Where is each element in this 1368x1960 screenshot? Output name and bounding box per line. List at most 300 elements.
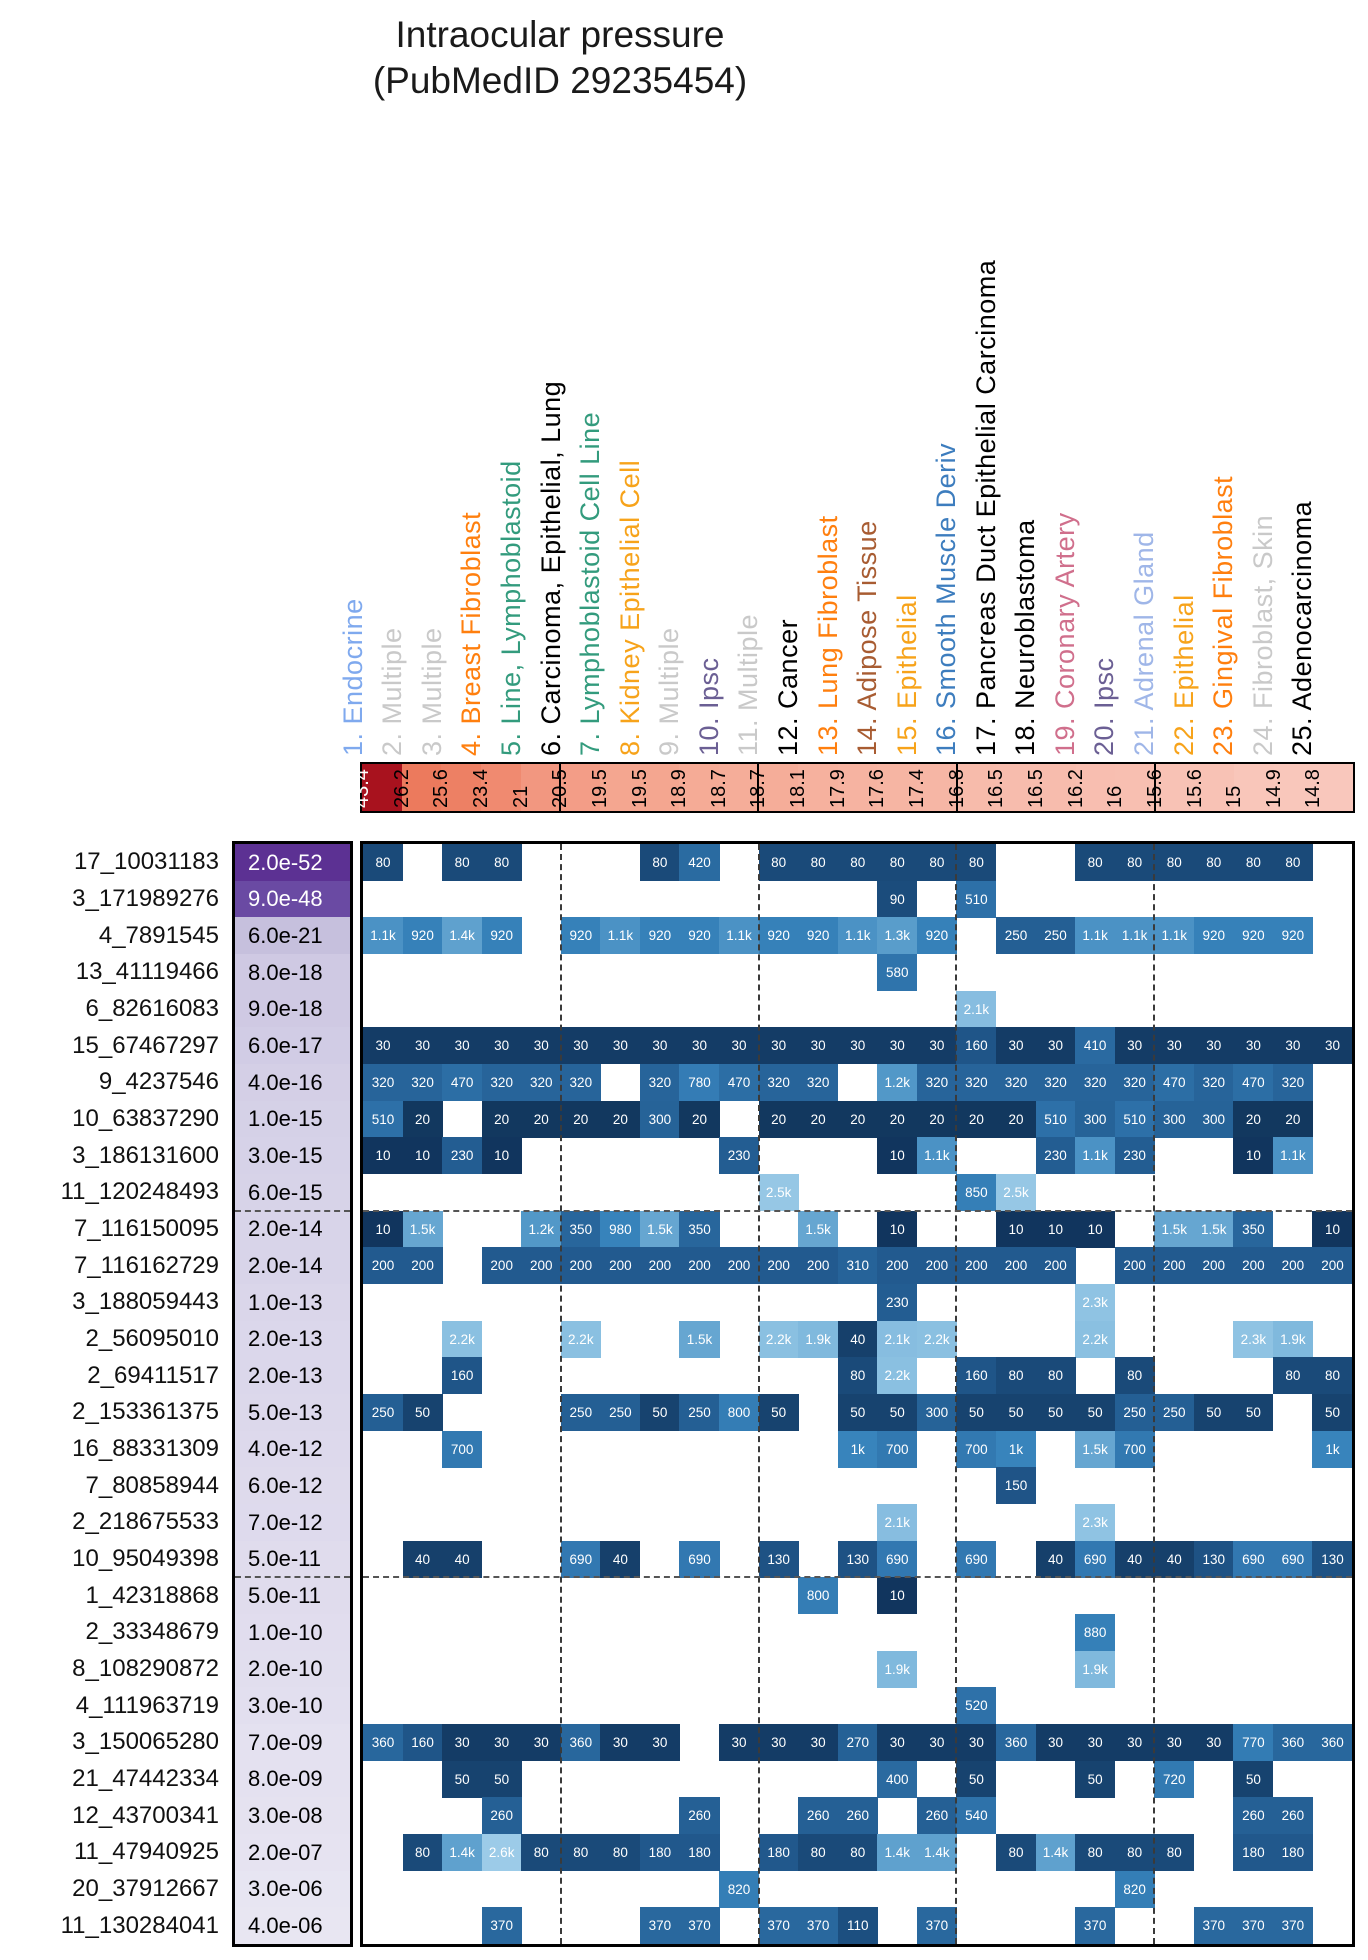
heatmap-cell bbox=[1233, 1211, 1273, 1248]
heatmap-cell-value: 30 bbox=[612, 1735, 628, 1751]
heatmap-cell bbox=[956, 1687, 996, 1724]
heatmap-cell bbox=[640, 1394, 680, 1431]
heatmap-cell-value: 10 bbox=[375, 1221, 391, 1237]
heatmap-cell-value: 920 bbox=[1202, 928, 1226, 944]
heatmap-cell bbox=[403, 917, 443, 954]
heatmap-cell-value: 350 bbox=[1242, 1221, 1265, 1237]
row-label: 7_80858944 bbox=[85, 1471, 219, 1499]
heatmap-cell bbox=[600, 1724, 640, 1761]
heatmap-cell-value: 130 bbox=[1321, 1551, 1344, 1567]
row-label: 15_67467297 bbox=[72, 1031, 219, 1059]
heatmap-cell bbox=[719, 1394, 759, 1431]
column-header-value: 15 bbox=[1223, 785, 1246, 808]
heatmap-cell bbox=[363, 1394, 403, 1431]
heatmap-cell-value: 50 bbox=[1008, 1405, 1024, 1421]
heatmap-cell-value: 1.5k bbox=[1201, 1221, 1227, 1237]
heatmap-cell-value: 1.5k bbox=[409, 1221, 436, 1237]
heatmap-cell-value: 130 bbox=[1202, 1551, 1226, 1567]
heatmap-cell-value: 30 bbox=[533, 1038, 549, 1054]
heatmap-cell-value: 370 bbox=[1242, 1918, 1265, 1934]
heatmap-cell-value: 30 bbox=[1245, 1038, 1261, 1054]
heatmap-cell bbox=[363, 1211, 403, 1248]
heatmap-cell-value: 200 bbox=[688, 1258, 711, 1274]
heatmap-cell bbox=[1233, 1247, 1273, 1284]
column-label: 5. Line, Lymphoblastoid bbox=[496, 460, 527, 756]
heatmap-cell-value: 30 bbox=[771, 1735, 787, 1751]
heatmap-cell bbox=[1036, 1357, 1076, 1394]
heatmap-cell bbox=[956, 1724, 996, 1761]
heatmap-cell bbox=[877, 1137, 917, 1174]
heatmap-cell bbox=[838, 844, 878, 881]
heatmap-cell bbox=[561, 1027, 601, 1064]
heatmap-cell-value: 30 bbox=[1008, 1038, 1024, 1054]
heatmap-cell-value: 200 bbox=[411, 1258, 434, 1274]
heatmap-cell bbox=[759, 1834, 799, 1871]
column-header-value: 19.5 bbox=[588, 769, 611, 808]
heatmap-cell-value: 920 bbox=[925, 928, 949, 944]
heatmap-cell bbox=[838, 1724, 878, 1761]
heatmap-cell-value: 30 bbox=[1166, 1735, 1182, 1751]
heatmap-cell bbox=[403, 1834, 443, 1871]
pvalue-cell: 1.0e-13 bbox=[235, 1284, 350, 1321]
heatmap-cell-value: 90 bbox=[889, 891, 905, 907]
heatmap-cell-value: 30 bbox=[454, 1038, 470, 1054]
heatmap-cell bbox=[1115, 1064, 1155, 1101]
column-header-value: 17.6 bbox=[866, 769, 889, 808]
pvalue-cell: 5.0e-11 bbox=[235, 1577, 350, 1614]
heatmap-cell-value: 1.4k bbox=[884, 1845, 911, 1861]
heatmap-cell bbox=[561, 1064, 601, 1101]
heatmap-cell bbox=[798, 1027, 838, 1064]
heatmap-cell-value: 200 bbox=[1123, 1258, 1146, 1274]
heatmap-cell-value: 40 bbox=[454, 1551, 470, 1567]
heatmap-cell-value: 250 bbox=[1123, 1405, 1146, 1421]
heatmap-cell bbox=[521, 1101, 561, 1138]
heatmap-cell bbox=[561, 1247, 601, 1284]
heatmap-cell bbox=[442, 917, 482, 954]
heatmap-cell bbox=[1273, 917, 1313, 954]
heatmap-cell bbox=[877, 1321, 917, 1358]
heatmap-cell bbox=[1036, 1064, 1076, 1101]
heatmap-cell bbox=[1115, 1357, 1155, 1394]
heatmap-cell-value: 20 bbox=[810, 1111, 826, 1127]
figure-title bbox=[0, 12, 1120, 104]
heatmap-cell-value: 510 bbox=[1123, 1111, 1146, 1127]
heatmap-cell bbox=[1154, 1541, 1194, 1578]
pvalue-section-separator-line bbox=[235, 1210, 350, 1212]
heatmap-cell bbox=[1194, 1211, 1234, 1248]
heatmap-cell bbox=[1154, 1394, 1194, 1431]
heatmap-cell bbox=[363, 1247, 403, 1284]
heatmap-cell bbox=[561, 1211, 601, 1248]
heatmap-cell-value: 30 bbox=[810, 1735, 826, 1751]
heatmap-cell bbox=[561, 1724, 601, 1761]
heatmap-cell-value: 50 bbox=[1087, 1771, 1103, 1787]
heatmap-cell bbox=[521, 1064, 561, 1101]
heatmap-cell-value: 1.4k bbox=[449, 1845, 475, 1861]
heatmap-cell bbox=[996, 1027, 1036, 1064]
heatmap-cell-value: 30 bbox=[1166, 1038, 1182, 1054]
pvalue-cell: 6.0e-21 bbox=[235, 917, 350, 954]
heatmap-cell-value: 40 bbox=[415, 1551, 431, 1567]
heatmap-cell-value: 1.5k bbox=[647, 1221, 673, 1237]
heatmap-cell-value: 80 bbox=[850, 1368, 866, 1384]
row-label: 21_47442334 bbox=[72, 1764, 219, 1792]
pvalue-column bbox=[232, 841, 353, 1947]
heatmap-cell-value: 2.2k bbox=[449, 1331, 475, 1347]
heatmap-cell bbox=[403, 1027, 443, 1064]
heatmap-cell-value: 30 bbox=[652, 1038, 668, 1054]
heatmap-cell-value: 80 bbox=[454, 855, 470, 871]
pvalue-cell: 1.0e-10 bbox=[235, 1614, 350, 1651]
heatmap-cell-value: 180 bbox=[1281, 1845, 1305, 1861]
heatmap-cell-value: 370 bbox=[1202, 1918, 1226, 1934]
heatmap-cell-value: 50 bbox=[1324, 1405, 1340, 1421]
row-label: 2_69411517 bbox=[87, 1361, 219, 1389]
row-label: 3_150065280 bbox=[72, 1728, 219, 1756]
heatmap-cell-value: 1k bbox=[850, 1441, 865, 1457]
heatmap-cell-value: 200 bbox=[886, 1258, 909, 1274]
figure-title-line1: Intraocular pressure bbox=[395, 14, 725, 55]
heatmap-cell-value: 200 bbox=[965, 1258, 988, 1274]
pvalue-cell: 2.0e-13 bbox=[235, 1357, 350, 1394]
heatmap-cell bbox=[877, 1211, 917, 1248]
heatmap-cell-value: 40 bbox=[1048, 1551, 1064, 1567]
heatmap-cell-value: 320 bbox=[1202, 1075, 1226, 1091]
heatmap-cell bbox=[917, 1137, 957, 1174]
heatmap-cell-value: 20 bbox=[850, 1111, 866, 1127]
heatmap-cell-value: 80 bbox=[573, 1845, 589, 1861]
pvalue-cell: 7.0e-12 bbox=[235, 1504, 350, 1541]
heatmap-cell-value: 200 bbox=[925, 1258, 949, 1274]
heatmap-cell-value: 320 bbox=[1281, 1075, 1305, 1091]
heatmap-cell bbox=[403, 1541, 443, 1578]
heatmap-cell-value: 250 bbox=[1004, 928, 1028, 944]
heatmap-cell bbox=[482, 1137, 522, 1174]
heatmap-cell bbox=[956, 1064, 996, 1101]
heatmap-cell-value: 230 bbox=[886, 1295, 909, 1311]
heatmap-cell bbox=[679, 1541, 719, 1578]
heatmap-cell-value: 50 bbox=[889, 1405, 905, 1421]
heatmap-cell bbox=[1233, 1027, 1273, 1064]
heatmap-cell bbox=[521, 1027, 561, 1064]
heatmap-cell bbox=[1312, 1431, 1352, 1468]
heatmap-cell-value: 10 bbox=[415, 1148, 431, 1164]
heatmap-cell bbox=[1233, 1541, 1273, 1578]
heatmap-cell-value: 40 bbox=[850, 1331, 866, 1347]
heatmap-cell-value: 700 bbox=[965, 1441, 988, 1457]
heatmap-cell bbox=[798, 1834, 838, 1871]
heatmap-cell bbox=[1075, 1761, 1115, 1798]
heatmap-cell-value: 80 bbox=[1324, 1368, 1340, 1384]
heatmap-cell-value: 200 bbox=[1202, 1258, 1226, 1274]
row-label: 13_41119466 bbox=[75, 958, 219, 986]
heatmap-cell-value: 30 bbox=[573, 1038, 589, 1054]
column-header-value: 18.1 bbox=[787, 769, 810, 808]
heatmap-cell bbox=[1036, 1834, 1076, 1871]
heatmap-cell bbox=[1154, 1101, 1194, 1138]
pvalue-cell: 3.0e-10 bbox=[235, 1687, 350, 1724]
heatmap-cell bbox=[482, 1064, 522, 1101]
heatmap-cell bbox=[996, 1467, 1036, 1504]
heatmap-cell bbox=[1233, 1321, 1273, 1358]
heatmap-cell-value: 370 bbox=[1083, 1918, 1107, 1934]
pvalue-cell: 9.0e-48 bbox=[235, 881, 350, 918]
heatmap-cell bbox=[561, 1321, 601, 1358]
heatmap-cell bbox=[1194, 917, 1234, 954]
row-label: 2_218675533 bbox=[72, 1508, 219, 1536]
heatmap-cell bbox=[1075, 1137, 1115, 1174]
heatmap-cell bbox=[600, 1834, 640, 1871]
heatmap-cell bbox=[956, 1431, 996, 1468]
heatmap-cell-value: 80 bbox=[1127, 1368, 1143, 1384]
heatmap-cell bbox=[877, 1394, 917, 1431]
heatmap-cell-value: 180 bbox=[688, 1845, 711, 1861]
pvalue-cell: 1.0e-15 bbox=[235, 1101, 350, 1138]
heatmap-cell-value: 20 bbox=[573, 1111, 589, 1127]
heatmap-cell-value: 470 bbox=[450, 1075, 474, 1091]
heatmap-cell-value: 80 bbox=[1285, 1368, 1301, 1384]
heatmap-cell-value: 80 bbox=[652, 855, 668, 871]
heatmap-cell bbox=[877, 1064, 917, 1101]
heatmap-cell bbox=[679, 1321, 719, 1358]
heatmap-cell-value: 1.1k bbox=[607, 928, 634, 944]
heatmap-cell-value: 320 bbox=[411, 1075, 434, 1091]
heatmap-cell bbox=[482, 1247, 522, 1284]
heatmap-cell bbox=[482, 1724, 522, 1761]
heatmap-cell bbox=[838, 1394, 878, 1431]
row-label: 2_56095010 bbox=[85, 1324, 219, 1352]
heatmap-cell bbox=[719, 1247, 759, 1284]
pvalue-cell: 5.0e-13 bbox=[235, 1394, 350, 1431]
heatmap-cell-value: 1.5k bbox=[805, 1221, 831, 1237]
column-header-value: 43.4 bbox=[351, 769, 374, 808]
heatmap-cell-value: 160 bbox=[450, 1368, 474, 1384]
heatmap-cell-value: 520 bbox=[965, 1698, 988, 1714]
heatmap-cell-value: 80 bbox=[889, 855, 905, 871]
heatmap-cell bbox=[600, 1394, 640, 1431]
heatmap-cell-value: 160 bbox=[411, 1735, 434, 1751]
heatmap-cell-value: 80 bbox=[1206, 855, 1222, 871]
heatmap-cell bbox=[1233, 1724, 1273, 1761]
heatmap-cell-value: 250 bbox=[1162, 1405, 1186, 1421]
heatmap-cell bbox=[877, 1834, 917, 1871]
heatmap-cell bbox=[759, 1174, 799, 1211]
heatmap-cell-value: 260 bbox=[925, 1808, 949, 1824]
heatmap-cell-value: 10 bbox=[889, 1588, 905, 1604]
heatmap-cell bbox=[521, 1211, 561, 1248]
heatmap-cell bbox=[877, 1027, 917, 1064]
heatmap-cell-value: 1.5k bbox=[1082, 1441, 1108, 1457]
column-header-value: 18.9 bbox=[668, 769, 691, 808]
heatmap-cell-value: 80 bbox=[1127, 855, 1143, 871]
heatmap-cell-value: 10 bbox=[1324, 1221, 1340, 1237]
heatmap-cell bbox=[363, 1101, 403, 1138]
heatmap-grid bbox=[360, 841, 1355, 1947]
heatmap-cell-value: 250 bbox=[688, 1405, 711, 1421]
heatmap-cell bbox=[600, 1247, 640, 1284]
heatmap-cell-value: 2.3k bbox=[1240, 1331, 1267, 1347]
heatmap-cell bbox=[1312, 1211, 1352, 1248]
column-header-value: 14.8 bbox=[1302, 769, 1325, 808]
heatmap-cell-value: 20 bbox=[1245, 1111, 1261, 1127]
column-header-value: 17.9 bbox=[826, 769, 849, 808]
column-section-separator-line bbox=[560, 844, 562, 1944]
heatmap-cell bbox=[1154, 917, 1194, 954]
heatmap-cell bbox=[442, 1541, 482, 1578]
heatmap-cell-value: 320 bbox=[648, 1075, 672, 1091]
column-label: 12. Cancer bbox=[772, 618, 803, 756]
heatmap-cell-value: 320 bbox=[490, 1075, 513, 1091]
column-header-value: 18.7 bbox=[707, 769, 730, 808]
heatmap-cell-value: 370 bbox=[1281, 1918, 1305, 1934]
heatmap-cell-value: 50 bbox=[415, 1405, 431, 1421]
heatmap-cell bbox=[996, 1064, 1036, 1101]
column-label: 17. Pancreas Duct Epithelial Carcinoma bbox=[970, 259, 1001, 756]
heatmap-cell bbox=[996, 1357, 1036, 1394]
heatmap-cell bbox=[1154, 1211, 1194, 1248]
heatmap-cell-value: 30 bbox=[1285, 1038, 1301, 1054]
heatmap-cell bbox=[363, 1064, 403, 1101]
heatmap-cell-value: 80 bbox=[1087, 855, 1103, 871]
heatmap-cell bbox=[917, 1027, 957, 1064]
heatmap-cell-value: 350 bbox=[688, 1221, 711, 1237]
column-label: 4. Breast Fibroblast bbox=[456, 511, 487, 756]
column-header-value: 15.6 bbox=[1183, 769, 1206, 808]
heatmap-cell bbox=[1115, 1871, 1155, 1908]
heatmap-cell-value: 920 bbox=[1242, 928, 1265, 944]
heatmap-cell bbox=[403, 1064, 443, 1101]
heatmap-cell-value: 1.9k bbox=[1082, 1661, 1108, 1677]
heatmap-cell-value: 30 bbox=[1206, 1038, 1222, 1054]
heatmap-cell-value: 80 bbox=[1166, 1845, 1182, 1861]
heatmap-cell-value: 320 bbox=[1083, 1075, 1107, 1091]
heatmap-cell-value: 80 bbox=[810, 1845, 826, 1861]
heatmap-cell-value: 260 bbox=[1242, 1808, 1265, 1824]
heatmap-cell-value: 310 bbox=[846, 1258, 869, 1274]
heatmap-cell-value: 200 bbox=[609, 1258, 632, 1274]
heatmap-cell-value: 370 bbox=[648, 1918, 672, 1934]
heatmap-cell-value: 30 bbox=[1127, 1735, 1143, 1751]
heatmap-cell bbox=[1273, 1834, 1313, 1871]
heatmap-cell-value: 420 bbox=[688, 855, 711, 871]
heatmap-cell bbox=[1233, 1064, 1273, 1101]
heatmap-cell-value: 30 bbox=[494, 1038, 510, 1054]
heatmap-cell bbox=[1075, 1064, 1115, 1101]
heatmap-cell bbox=[363, 1027, 403, 1064]
heatmap-cell-value: 2.1k bbox=[963, 1001, 990, 1017]
figure-title-line2: (PubMedID 29235454) bbox=[372, 60, 748, 101]
heatmap-cell-value: 180 bbox=[767, 1845, 790, 1861]
heatmap-cell bbox=[679, 1247, 719, 1284]
heatmap-cell-value: 2.2k bbox=[924, 1331, 950, 1347]
heatmap-cell bbox=[1154, 1761, 1194, 1798]
column-label: 23. Gingival Fibroblast bbox=[1208, 475, 1239, 756]
heatmap-cell-value: 200 bbox=[806, 1258, 830, 1274]
row-label: 4_111963719 bbox=[75, 1691, 219, 1719]
heatmap-cell-value: 690 bbox=[1242, 1551, 1265, 1567]
heatmap-cell-value: 180 bbox=[648, 1845, 672, 1861]
heatmap-cell bbox=[363, 1137, 403, 1174]
heatmap-cell bbox=[1312, 1541, 1352, 1578]
column-label: 10. Ipsc bbox=[693, 657, 724, 756]
column-header-value: 18.7 bbox=[747, 769, 770, 808]
header-section-separator bbox=[1154, 764, 1156, 811]
row-label: 11_120248493 bbox=[60, 1178, 219, 1206]
heatmap-cell bbox=[1312, 1724, 1352, 1761]
heatmap-cell-value: 80 bbox=[533, 1845, 549, 1861]
heatmap-cell bbox=[877, 1431, 917, 1468]
heatmap-cell bbox=[640, 1101, 680, 1138]
heatmap-cell bbox=[1115, 1101, 1155, 1138]
heatmap-cell bbox=[1115, 844, 1155, 881]
heatmap-cell bbox=[956, 1101, 996, 1138]
heatmap-cell bbox=[679, 1064, 719, 1101]
heatmap-cell bbox=[403, 1394, 443, 1431]
heatmap-cell bbox=[1075, 1027, 1115, 1064]
heatmap-cell-value: 30 bbox=[771, 1038, 787, 1054]
heatmap-cell bbox=[1233, 1101, 1273, 1138]
heatmap-cell-value: 690 bbox=[569, 1551, 593, 1567]
heatmap-cell bbox=[442, 1834, 482, 1871]
heatmap-cell bbox=[482, 1761, 522, 1798]
heatmap-cell-value: 2.6k bbox=[488, 1845, 515, 1861]
heatmap-cell bbox=[640, 917, 680, 954]
column-label: 2. Multiple bbox=[377, 627, 408, 756]
heatmap-cell bbox=[956, 1394, 996, 1431]
heatmap-cell-value: 30 bbox=[415, 1038, 431, 1054]
heatmap-cell-value: 80 bbox=[1008, 1845, 1024, 1861]
heatmap-cell bbox=[442, 1724, 482, 1761]
heatmap-cell-value: 30 bbox=[494, 1735, 510, 1751]
heatmap-cell-value: 850 bbox=[965, 1185, 988, 1201]
heatmap-cell bbox=[956, 1541, 996, 1578]
pvalue-cell: 4.0e-16 bbox=[235, 1064, 350, 1101]
heatmap-cell bbox=[838, 1797, 878, 1834]
heatmap-cell-value: 80 bbox=[771, 855, 787, 871]
column-header-value: 16.5 bbox=[1024, 769, 1047, 808]
row-label: 20_37912667 bbox=[72, 1874, 219, 1902]
pvalue-cell: 6.0e-15 bbox=[235, 1174, 350, 1211]
heatmap-cell bbox=[1194, 844, 1234, 881]
heatmap-cell bbox=[719, 1871, 759, 1908]
heatmap-cell bbox=[1194, 1907, 1234, 1944]
heatmap-cell bbox=[1036, 1137, 1076, 1174]
heatmap-cell bbox=[482, 1027, 522, 1064]
heatmap-cell bbox=[798, 1724, 838, 1761]
heatmap-cell-value: 1k bbox=[1325, 1441, 1340, 1457]
heatmap-cell bbox=[838, 1431, 878, 1468]
heatmap-cell bbox=[561, 917, 601, 954]
heatmap-cell bbox=[1036, 1101, 1076, 1138]
heatmap-cell-value: 920 bbox=[688, 928, 711, 944]
heatmap-cell bbox=[442, 1761, 482, 1798]
heatmap-cell-value: 360 bbox=[1004, 1735, 1028, 1751]
heatmap-cell-value: 690 bbox=[1083, 1551, 1107, 1567]
heatmap-cell bbox=[482, 917, 522, 954]
heatmap-cell bbox=[877, 1651, 917, 1688]
heatmap-cell bbox=[482, 1101, 522, 1138]
heatmap-cell-value: 10 bbox=[1008, 1221, 1024, 1237]
heatmap-cell-value: 320 bbox=[1044, 1075, 1067, 1091]
column-label: 19. Coronary Artery bbox=[1049, 512, 1080, 756]
heatmap-cell bbox=[679, 844, 719, 881]
heatmap-cell bbox=[640, 1064, 680, 1101]
heatmap-cell bbox=[1075, 1834, 1115, 1871]
heatmap-cell-value: 80 bbox=[929, 855, 945, 871]
heatmap-cell-value: 300 bbox=[1162, 1111, 1186, 1127]
heatmap-cell-value: 50 bbox=[968, 1405, 984, 1421]
